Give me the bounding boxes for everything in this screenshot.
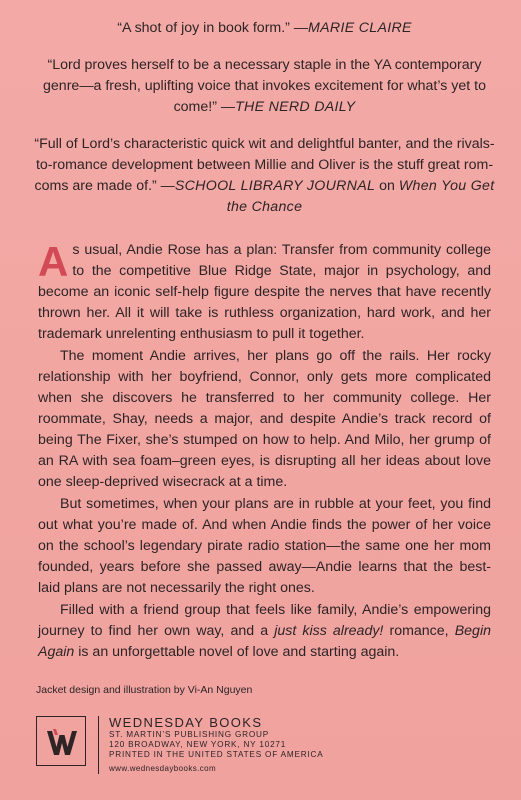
synopsis-paragraph-2: The moment Andie arrives, her plans go off the rails. Her rocky relationship with her boyfriend, Connor, only gets more complicated when she discovers he transferred to her community college. Her roommate, Shay, needs a major, and despite Andie’s track record of being The Fixer, she’s stumped on how to help. And Milo, her grump of an RA with sea foam–green eyes, is disrupting all her ideas about love one sleep-deprived wisecrack at a time.: [38, 348, 491, 490]
blurb-1: [28, 18, 501, 39]
drop-cap: A: [38, 238, 69, 285]
barcode-area: [381, 700, 521, 800]
publisher-group: ST. MARTIN’S PUBLISHING GROUP: [109, 730, 269, 739]
synopsis-paragraph-4: [38, 600, 491, 663]
blurb-book-title: When You Get the Chance: [226, 178, 495, 215]
synopsis: [38, 240, 491, 664]
publisher-logo-icon: [36, 716, 86, 766]
publisher-name: WEDNESDAY BOOKS: [109, 715, 263, 730]
synopsis-paragraph-1: [38, 240, 491, 345]
synopsis-paragraph-3: But sometimes, when your plans are in rubble at your feet, you find out what you’re made of. And when Andie finds the power of her voice on the school’s legendary pirate radio station—the same one her mom founded, years before she passed away—Andie learns that the best-laid plans are not necessarily the right ones.: [38, 496, 491, 596]
blurb-source: MARIE CLAIRE: [308, 20, 412, 36]
synopsis-text: Filled with a friend group that feels like family, Andie’s empowering journey to find her own way, and a: [38, 602, 491, 639]
synopsis-text: is an unforgettable novel of love and starting again.: [74, 644, 400, 660]
blurb-quote: “Full of Lord’s characteristic quick wit and delightful banter, and the rivals-to-romance development between Millie and Oliver is the stuff great rom-coms are made of.” —: [34, 136, 495, 194]
blurb-source: THE NERD DAILY: [235, 99, 356, 115]
blurb-connector: on: [375, 178, 399, 194]
printed-in: PRINTED IN THE UNITED STATES OF AMERICA: [109, 750, 324, 759]
blurb-quote: “Lord proves herself to be a necessary staple in the YA contemporary genre—a fresh, uplifting voice that invokes excitement for what’s yet to come!” —: [43, 57, 486, 115]
blurb-2: [28, 55, 501, 118]
jacket-credit: Jacket design and illustration by Vi-An Nguyen: [36, 684, 253, 696]
blurbs-section: [28, 18, 501, 234]
publisher-url: www.wednesdaybooks.com: [109, 764, 217, 773]
synopsis-book-title: Begin Again: [38, 623, 491, 660]
blurb-quote: “A shot of joy in book form.” —: [117, 20, 309, 36]
publisher-address: 120 BROADWAY, NEW YORK, NY 10271: [109, 740, 287, 749]
synopsis-text: romance,: [383, 623, 455, 639]
synopsis-text: s usual, Andie Rose has a plan: Transfer from community college to the competitive Blue Ridge State, major in psychology, and become an iconic self-help figure despite the nerves that have recently thrown her. All it will take is ruthless organization, hard work, and her trademark unrelenting enthusiasm to pull it together.: [38, 242, 491, 342]
synopsis-emphasis: just kiss already!: [274, 623, 384, 639]
blurb-source: SCHOOL LIBRARY JOURNAL: [174, 178, 376, 194]
blurb-3: [28, 134, 501, 218]
publisher-block: [36, 716, 356, 776]
publisher-info: [98, 716, 324, 774]
